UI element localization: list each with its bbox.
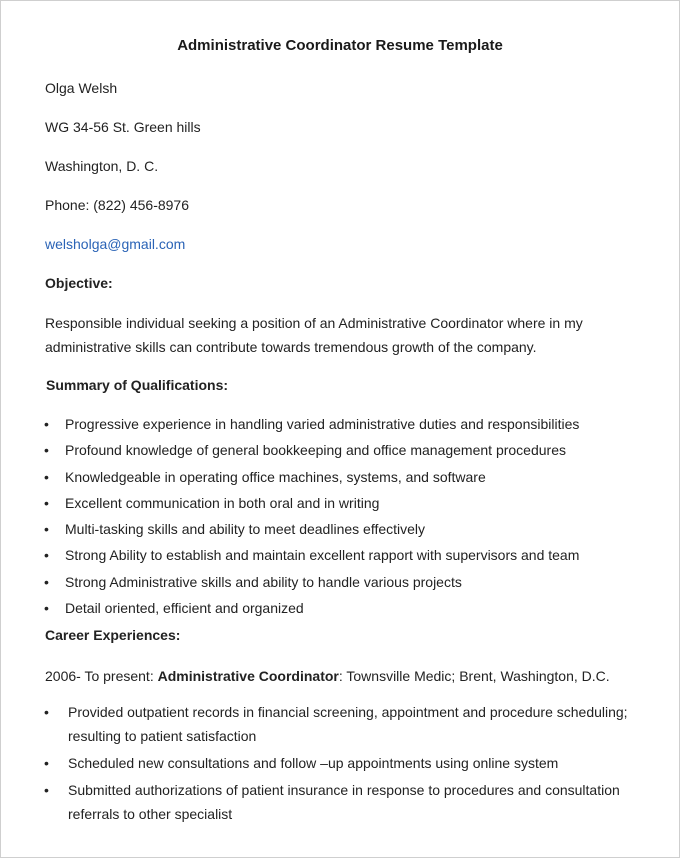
bullet-icon: • xyxy=(44,442,49,459)
list-item xyxy=(0,490,579,516)
bullet-icon: • xyxy=(44,494,49,511)
list-item-text: Multi-tasking skills and ability to meet deadlines effectively xyxy=(65,521,426,538)
list-item xyxy=(0,516,579,542)
contact-address-line-2: Washington, D. C. xyxy=(45,158,159,174)
bullet-icon: • xyxy=(44,547,49,564)
list-item xyxy=(0,464,579,490)
contact-email-link[interactable]: welsholga@gmail.com xyxy=(45,236,186,252)
list-item-text: Provided outpatient records in financial screening, appointment and procedure scheduling; resulting to patient satisfaction xyxy=(68,704,628,744)
career-position-line xyxy=(45,668,610,684)
list-item-text: Knowledgeable in operating office machines, systems, and software xyxy=(65,468,486,485)
bullet-icon: • xyxy=(44,755,49,771)
career-employer: : Townsville Medic; Brent, Washington, D.C. xyxy=(338,668,610,684)
bullet-icon: • xyxy=(44,782,49,798)
list-item-text: Excellent communication in both oral and in writing xyxy=(65,494,380,511)
bullet-icon: • xyxy=(44,600,49,617)
career-period: 2006- To present: xyxy=(45,668,158,684)
career-role: Administrative Coordinator xyxy=(157,668,339,684)
qualifications-list xyxy=(0,411,579,621)
objective-heading: Objective: xyxy=(45,275,113,291)
list-item-text: Submitted authorizations of patient insurance in response to procedures and consultation referrals to other specialist xyxy=(68,782,620,822)
contact-address-line-1: WG 34-56 St. Green hills xyxy=(45,119,201,135)
bullet-icon: • xyxy=(44,704,49,720)
list-item-text: Profound knowledge of general bookkeeping and office management procedures xyxy=(65,442,566,459)
list-item xyxy=(0,778,648,826)
list-item-text: Scheduled new consultations and follow –up appointments using online system xyxy=(68,755,559,771)
contact-name: Olga Welsh xyxy=(45,80,118,96)
contact-phone: Phone: (822) 456-8976 xyxy=(45,197,189,213)
list-item xyxy=(0,751,648,775)
document-title: Administrative Coordinator Resume Template xyxy=(177,37,503,54)
career-heading: Career Experiences: xyxy=(45,627,181,643)
list-item xyxy=(0,595,579,621)
bullet-icon: • xyxy=(44,416,49,432)
bullet-icon: • xyxy=(44,521,49,538)
list-item-text: Detail oriented, efficient and organized xyxy=(65,600,304,617)
objective-text: Responsible individual seeking a position of an Administrative Coordinator where in my administrative skills can contribute towards tremendous growth of the company. xyxy=(45,315,583,355)
list-item-text: Strong Administrative skills and ability to handle various projects xyxy=(65,573,462,590)
list-item xyxy=(0,569,579,595)
bullet-icon: • xyxy=(44,468,49,485)
career-duties-list xyxy=(0,700,648,829)
qualifications-heading: Summary of Qualifications: xyxy=(46,377,229,393)
list-item xyxy=(0,700,648,748)
list-item xyxy=(0,437,579,463)
list-item xyxy=(0,542,579,568)
list-item xyxy=(0,411,579,437)
bullet-icon: • xyxy=(44,573,49,590)
list-item-text: Strong Ability to establish and maintain excellent rapport with supervisors and team xyxy=(65,547,580,564)
list-item-text: Progressive experience in handling varied administrative duties and responsibilities xyxy=(65,416,580,432)
